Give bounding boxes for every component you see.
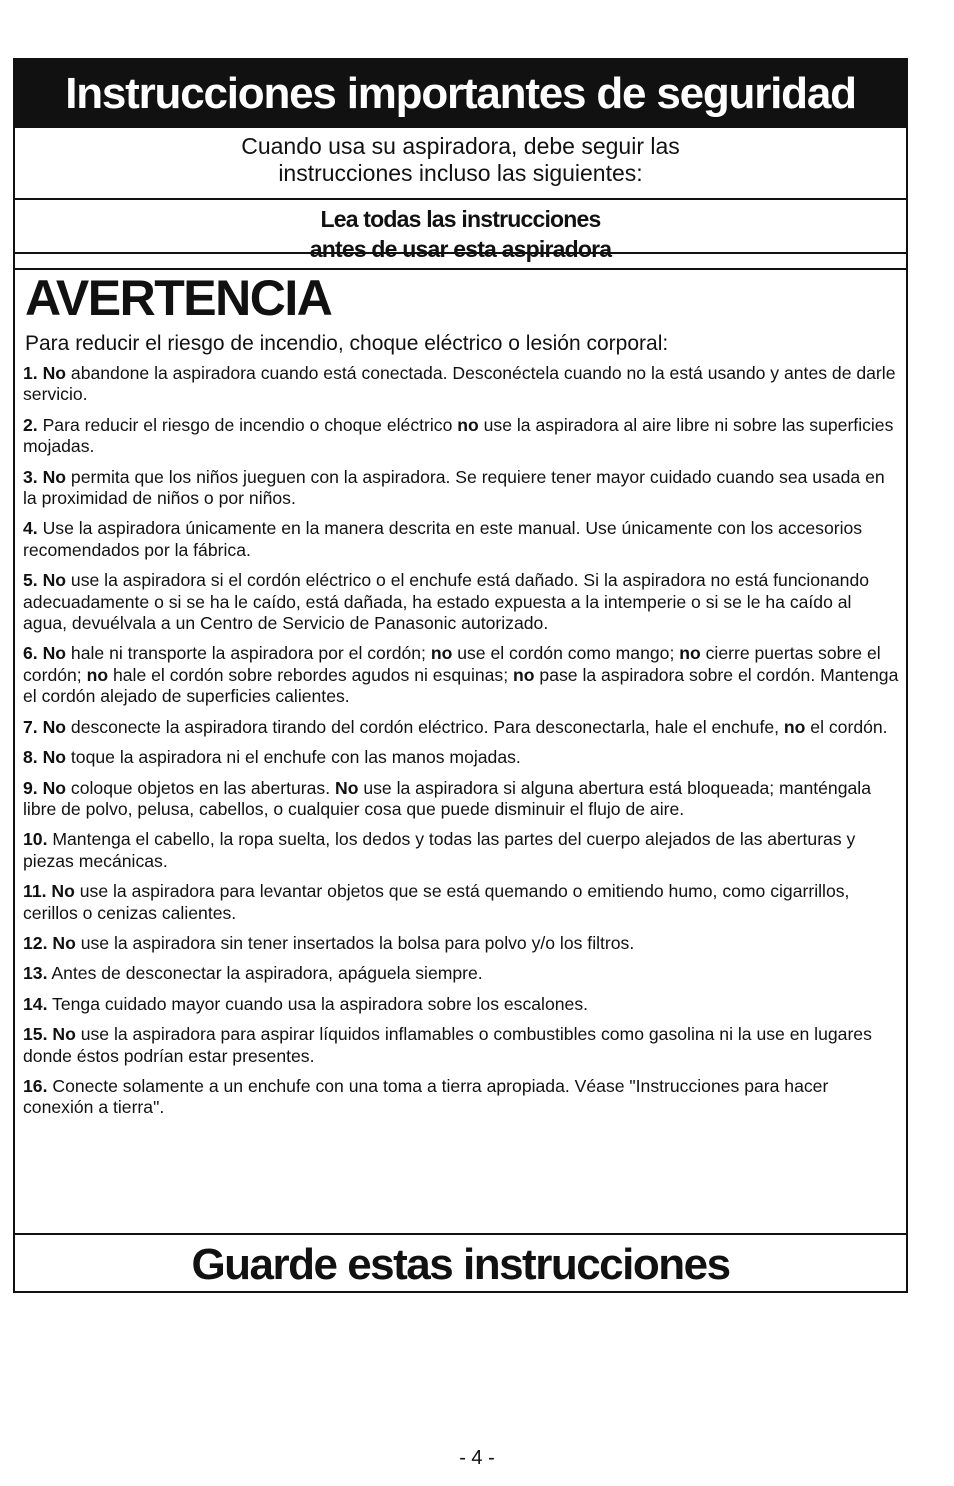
emphasis-text: No (37, 466, 67, 487)
safety-item (23, 933, 899, 954)
item-text: Conecte solamente a un enchufe con una toma a tierra apropiada. Véase "Instrucciones para hacer conexión a tierra". (23, 1075, 829, 1118)
item-text: cierre puertas sobre el cordón; (23, 643, 881, 685)
page-number: - 4 - (459, 1447, 495, 1469)
item-number: 5. (23, 570, 38, 591)
safety-item (23, 363, 899, 406)
item-text: use el cordón como mango; (452, 643, 680, 664)
read-notice-line-1: Lea todas las instrucciones (320, 206, 601, 232)
item-number: 6. (23, 643, 38, 664)
item-text: abandone la aspiradora cuando está conectada. Desconéctela cuando no la está usando y antes de darle servicio. (23, 363, 896, 405)
safety-list (23, 363, 899, 1128)
item-number: 1. (23, 363, 38, 383)
item-number: 9. (23, 777, 38, 798)
item-text: Mantenga el cabello, la ropa suelta, los dedos y todas las partes del cuerpo alejados de las aberturas y piezas mecánicas. (23, 829, 856, 871)
item-number: 7. (23, 716, 38, 737)
item-text: Tenga cuidado mayor cuando usa la aspiradora sobre los escalones. (47, 993, 589, 1014)
safety-item (23, 1024, 899, 1067)
warning-lead: Para reducir el riesgo de incendio, choque eléctrico o lesión corporal: (25, 332, 669, 355)
safety-item (23, 778, 899, 821)
item-text: Para reducir el riesgo de incendio o choque eléctrico (37, 414, 458, 435)
item-text: el cordón. (805, 716, 888, 737)
item-number: 13. (23, 963, 48, 984)
safety-item (23, 994, 899, 1015)
item-text: use la aspiradora si alguna abertura está bloqueada; manténgala libre de polvo, pelusa, cabellos, o cualquier cosa que puede disminuir el flujo de aire. (23, 777, 871, 819)
item-text: Antes de desconectar la aspiradora, apáguela siempre. (47, 963, 483, 984)
emphasis-text: No (37, 777, 67, 798)
safety-item (23, 829, 899, 872)
emphasis-text: No (335, 777, 359, 798)
item-number: 3. (23, 466, 38, 487)
item-text: hale el cordón sobre rebordes agudos ni esquinas; (108, 664, 514, 685)
safety-item (23, 963, 899, 984)
safety-item (23, 570, 899, 634)
safety-item (23, 1076, 899, 1119)
item-text: use la aspiradora sin tener insertados la bolsa para polvo y/o los filtros. (75, 932, 635, 953)
item-number: 16. (23, 1075, 48, 1096)
item-text: permita que los niños jueguen con la aspiradora. Se requiere tener mayor cuidado cuando sea usada en la proximidad de niños o por niños. (23, 466, 885, 509)
item-number: 10. (23, 829, 48, 850)
item-number: 2. (23, 414, 38, 435)
page-title: Instrucciones importantes de seguridad (65, 69, 856, 118)
emphasis-text: no (457, 414, 479, 435)
read-instructions-notice (15, 198, 906, 270)
item-text: use la aspiradora si el cordón eléctrico o el enchufe está dañado. Si la aspiradora no está funcionando adecuadamente o si se ha le caído, está dañada, ha estado expuesta a la intemperie o si se le ha caído al agua, devuélvala a un Centro de Servicio de Panasonic autorizado. (23, 570, 870, 634)
item-text: use la aspiradora para aspirar líquidos inflamables o combustibles como gasolina ni la use en lugares donde éstos podrían estar presentes. (23, 1024, 872, 1066)
emphasis-text: no (513, 664, 535, 685)
item-text: desconecte la aspiradora tirando del cordón eléctrico. Para desconectarla, hale el enchufe, (66, 716, 784, 737)
emphasis-text: no (783, 716, 806, 737)
safety-item (23, 747, 899, 768)
item-text: hale ni transporte la aspiradora por el cordón; (66, 643, 431, 664)
safety-item (23, 717, 899, 738)
item-number: 14. (23, 993, 48, 1014)
safety-instructions-panel (13, 58, 908, 1293)
warning-heading: AVERTENCIA (25, 270, 332, 326)
item-text: toque la aspiradora ni el enchufe con las manos mojadas. (66, 747, 521, 768)
title-banner (15, 60, 906, 128)
emphasis-text: No (47, 1024, 76, 1045)
safety-item (23, 518, 899, 561)
emphasis-text: No (37, 570, 67, 591)
emphasis-text: No (42, 363, 67, 383)
safety-item (23, 881, 899, 924)
item-text: coloque objetos en las aberturas. (66, 777, 335, 798)
item-text: use la aspiradora al aire libre ni sobre las superficies mojadas. (23, 414, 894, 457)
emphasis-text: No (37, 747, 67, 768)
read-notice-line-2: antes de usar esta aspiradora (309, 236, 612, 262)
emphasis-text: no (430, 643, 453, 664)
item-number: 8. (23, 747, 38, 768)
emphasis-text: No (47, 932, 76, 953)
emphasis-text: No (46, 881, 75, 902)
item-text: Use la aspiradora únicamente en la manera descrita en este manual. Use únicamente con los accesorios recomendados por la fábrica. (23, 518, 863, 560)
item-text: use la aspiradora para levantar objetos que se está quemando o emitiendo humo, como cigarrillos, cerillos o cenizas calientes. (23, 881, 850, 923)
emphasis-text: no (679, 643, 701, 664)
item-number: 11. (23, 881, 47, 902)
safety-item (23, 415, 899, 458)
emphasis-text: No (37, 643, 67, 664)
emphasis-text: No (37, 716, 67, 737)
save-instructions-banner (15, 1233, 906, 1291)
item-number: 12. (23, 932, 48, 953)
item-text: pase la aspiradora sobre el cordón. Mantenga el cordón alejado de superficies calientes. (23, 664, 899, 707)
intro-line-1: Cuando usa su aspiradora, debe seguir las (241, 133, 680, 159)
intro-line-2: instrucciones incluso las siguientes: (278, 160, 643, 186)
safety-item (23, 467, 899, 510)
emphasis-text: no (86, 664, 109, 685)
item-number: 15. (23, 1024, 48, 1045)
item-number: 4. (23, 518, 38, 539)
safety-item (23, 643, 899, 707)
footer-heading: Guarde estas instrucciones (191, 1240, 730, 1289)
